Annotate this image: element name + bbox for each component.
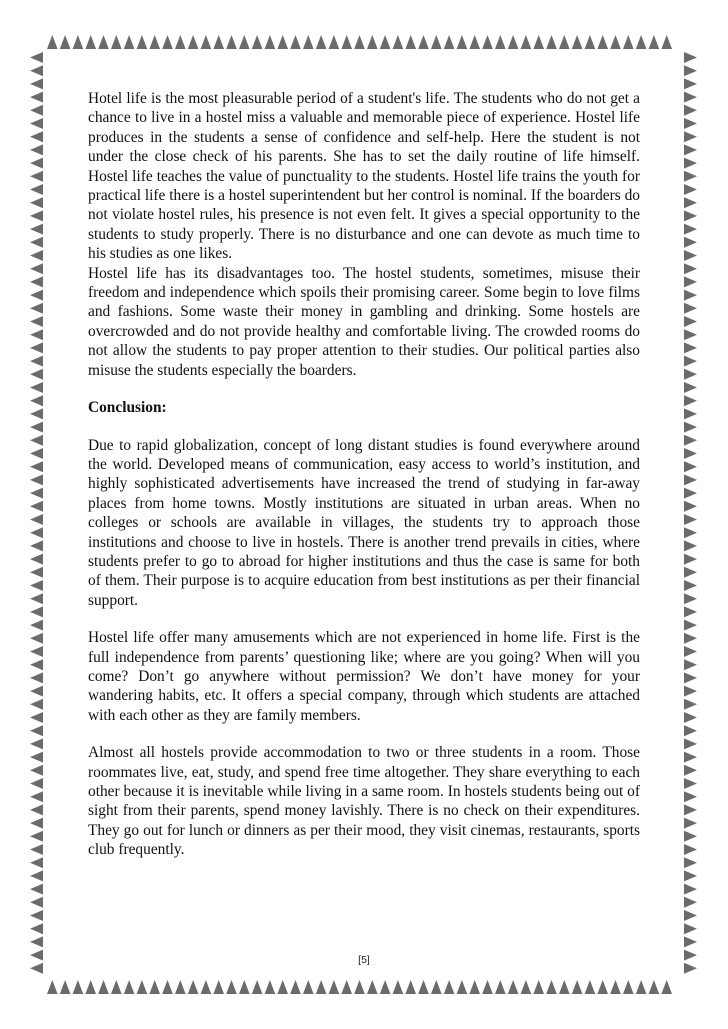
border-triangle	[597, 35, 608, 49]
border-triangle	[303, 35, 314, 49]
border-triangle	[684, 765, 697, 776]
border-triangle	[137, 980, 148, 994]
border-triangle	[341, 35, 352, 49]
border-triangle	[684, 250, 697, 261]
border-triangle	[418, 980, 429, 994]
border-triangle	[684, 184, 697, 195]
border-triangle	[684, 567, 697, 578]
border-triangle	[684, 92, 697, 103]
border-triangle	[684, 778, 697, 789]
border-triangle	[30, 422, 43, 433]
border-triangle	[213, 980, 224, 994]
border-triangle	[239, 980, 250, 994]
border-triangle	[329, 980, 340, 994]
border-triangle	[546, 980, 557, 994]
border-triangle	[684, 224, 697, 235]
border-triangle	[47, 35, 58, 49]
border-triangle	[623, 980, 634, 994]
border-triangle	[585, 35, 596, 49]
border-triangle	[213, 35, 224, 49]
border-triangle	[30, 752, 43, 763]
border-triangle	[30, 580, 43, 591]
border-triangle	[684, 554, 697, 565]
border-triangle	[572, 35, 583, 49]
border-triangle	[393, 980, 404, 994]
border-triangle	[30, 778, 43, 789]
border-triangle	[559, 35, 570, 49]
border-triangle	[30, 910, 43, 921]
border-triangle	[661, 980, 672, 994]
border-triangle	[30, 329, 43, 340]
border-triangle	[533, 980, 544, 994]
border-triangle	[684, 78, 697, 89]
border-triangle	[684, 686, 697, 697]
border-triangle	[649, 980, 660, 994]
border-triangle	[30, 250, 43, 261]
border-triangle	[30, 870, 43, 881]
border-triangle	[380, 980, 391, 994]
border-triangle	[188, 35, 199, 49]
border-triangle	[684, 210, 697, 221]
border-triangle	[201, 980, 212, 994]
border-triangle	[572, 980, 583, 994]
border-triangle	[684, 65, 697, 76]
border-triangle	[30, 804, 43, 815]
border-triangle	[30, 884, 43, 895]
border-triangle	[623, 35, 634, 49]
border-triangle	[684, 712, 697, 723]
border-triangle	[290, 980, 301, 994]
border-triangle	[30, 514, 43, 525]
border-triangle	[684, 514, 697, 525]
border-triangle	[162, 35, 173, 49]
border-triangle	[684, 474, 697, 485]
border-triangle	[684, 118, 697, 129]
border-triangle	[636, 980, 647, 994]
border-triangle	[684, 857, 697, 868]
border-triangle	[30, 540, 43, 551]
border-triangle	[175, 980, 186, 994]
border-triangle	[30, 474, 43, 485]
border-triangle	[30, 382, 43, 393]
border-triangle	[30, 171, 43, 182]
page-number: [5]	[358, 954, 370, 966]
border-triangle	[252, 35, 263, 49]
border-triangle	[30, 118, 43, 129]
border-triangle	[30, 765, 43, 776]
border-triangle	[684, 131, 697, 142]
border-triangle	[30, 606, 43, 617]
border-triangle	[124, 980, 135, 994]
left-border-triangles	[30, 52, 43, 974]
border-triangle	[684, 237, 697, 248]
border-triangle	[636, 35, 647, 49]
border-triangle	[98, 35, 109, 49]
border-triangle	[684, 276, 697, 287]
border-triangle	[482, 35, 493, 49]
border-triangle	[30, 224, 43, 235]
border-triangle	[367, 35, 378, 49]
border-triangle	[684, 593, 697, 604]
border-triangle	[546, 35, 557, 49]
border-triangle	[290, 35, 301, 49]
border-triangle	[684, 144, 697, 155]
border-triangle	[316, 35, 327, 49]
border-triangle	[684, 105, 697, 116]
border-triangle	[30, 263, 43, 274]
border-triangle	[30, 395, 43, 406]
border-triangle	[98, 980, 109, 994]
border-triangle	[303, 980, 314, 994]
border-triangle	[30, 78, 43, 89]
border-triangle	[111, 35, 122, 49]
border-triangle	[329, 35, 340, 49]
border-triangle	[60, 980, 71, 994]
border-triangle	[684, 659, 697, 670]
border-triangle	[30, 237, 43, 248]
border-triangle	[684, 672, 697, 683]
top-border-triangles	[47, 35, 672, 49]
border-triangle	[661, 35, 672, 49]
border-triangle	[380, 35, 391, 49]
border-triangle	[354, 980, 365, 994]
border-triangle	[30, 92, 43, 103]
border-triangle	[30, 342, 43, 353]
border-triangle	[137, 35, 148, 49]
border-triangle	[30, 276, 43, 287]
border-triangle	[684, 725, 697, 736]
border-triangle	[684, 844, 697, 855]
border-triangle	[30, 857, 43, 868]
border-triangle	[684, 342, 697, 353]
border-triangle	[73, 35, 84, 49]
border-triangle	[30, 554, 43, 565]
border-triangle	[30, 131, 43, 142]
border-triangle	[30, 303, 43, 314]
border-triangle	[418, 35, 429, 49]
border-triangle	[684, 329, 697, 340]
border-triangle	[30, 144, 43, 155]
border-triangle	[277, 35, 288, 49]
border-triangle	[684, 540, 697, 551]
border-triangle	[684, 646, 697, 657]
border-triangle	[30, 290, 43, 301]
border-triangle	[30, 672, 43, 683]
right-border-triangles	[684, 52, 697, 974]
border-triangle	[30, 567, 43, 578]
conclusion-paragraph-3: Almost all hostels provide accommodation to two or three students in a room. Those roommates live, eat, study, and spend free time altogether. They share everything to each other because it is inevitable while living in a same room. In hostels students being out of sight from their parents, spend money lavishly. There is no check on their expenditures. They go out for lunch or dinners as per their mood, they visit cinemas, restaurants, sports club frequently.	[88, 744, 640, 859]
border-triangle	[30, 356, 43, 367]
border-triangle	[30, 699, 43, 710]
border-triangle	[684, 501, 697, 512]
border-triangle	[30, 105, 43, 116]
border-triangle	[495, 35, 506, 49]
border-triangle	[684, 422, 697, 433]
border-triangle	[610, 980, 621, 994]
border-triangle	[684, 923, 697, 934]
border-triangle	[149, 980, 160, 994]
border-triangle	[47, 980, 58, 994]
border-triangle	[649, 35, 660, 49]
intro-paragraph-1: Hotel life is the most pleasurable period of a student's life. The students who do not get a chance to live in a hostel miss a valuable and memorable piece of experience. Hostel life produces in the students a sense of confidence and self-help. Here the student is not under the close check of his parents. She has to set the daily routine of life himself. Hostel life teaches the value of punctuality to the students. Hostel life trains the youth for practical life there is a hostel superintendent but her control is nominal. If the boarders do not violate hostel rules, his presence is not even felt. It gives a special opportunity to the students to study properly. There is no disturbance and one can devote as much time to his studies as one likes.	[88, 90, 640, 263]
border-triangle	[684, 303, 697, 314]
border-triangle	[684, 395, 697, 406]
border-triangle	[684, 356, 697, 367]
border-triangle	[265, 35, 276, 49]
border-triangle	[684, 580, 697, 591]
border-triangle	[684, 488, 697, 499]
border-triangle	[610, 35, 621, 49]
border-triangle	[684, 527, 697, 538]
border-triangle	[684, 408, 697, 419]
border-triangle	[495, 980, 506, 994]
conclusion-paragraph-1: Due to rapid globalization, concept of long distant studies is found everywhere around the world. Developed means of communication, easy access to world’s institution, and highly sophisticated advertisements have increased the trend of studying in far-away places from home towns. Mostly institutions are situated in urban areas. When no colleges or schools are available in villages, the students try to approach those institutions and choose to live in hostels. There is another trend prevails in cities, where students prefer to go to abroad for higher institutions and thus the case is same for both of them. Their purpose is to acquire education from best institutions as per their financial support.	[88, 436, 640, 609]
border-triangle	[124, 35, 135, 49]
border-triangle	[341, 980, 352, 994]
border-triangle	[316, 980, 327, 994]
border-triangle	[73, 980, 84, 994]
border-triangle	[405, 35, 416, 49]
border-triangle	[684, 448, 697, 459]
border-triangle	[265, 980, 276, 994]
border-triangle	[684, 884, 697, 895]
border-triangle	[30, 659, 43, 670]
border-triangle	[30, 844, 43, 855]
border-triangle	[457, 35, 468, 49]
border-triangle	[30, 65, 43, 76]
border-triangle	[30, 646, 43, 657]
document-body	[88, 89, 640, 860]
border-triangle	[111, 980, 122, 994]
bottom-border-triangles	[47, 980, 672, 994]
conclusion-heading: Conclusion:	[88, 399, 167, 417]
intro-paragraph-2: Hostel life has its disadvantages too. The hostel students, sometimes, misuse their freedom and independence which spoils their promising career. Some begin to love films and fashions. Some waste their money in gambling and drinking. Some hostels are overcrowded and do not provide healthy and comfortable living. The crowded rooms do not allow the students to pay proper attention to their studies. Our political parties also misuse the students especially the boarders.	[88, 264, 640, 379]
border-triangle	[684, 804, 697, 815]
border-triangle	[30, 210, 43, 221]
border-triangle	[30, 316, 43, 327]
border-triangle	[521, 980, 532, 994]
border-triangle	[405, 980, 416, 994]
border-triangle	[30, 712, 43, 723]
border-triangle	[226, 35, 237, 49]
border-triangle	[684, 936, 697, 947]
border-triangle	[30, 184, 43, 195]
border-triangle	[277, 980, 288, 994]
border-triangle	[367, 980, 378, 994]
border-triangle	[508, 980, 519, 994]
border-triangle	[508, 35, 519, 49]
border-triangle	[684, 52, 697, 63]
border-triangle	[597, 980, 608, 994]
border-triangle	[684, 290, 697, 301]
border-triangle	[684, 158, 697, 169]
border-triangle	[239, 35, 250, 49]
border-triangle	[684, 435, 697, 446]
conclusion-paragraph-2: Hostel life offer many amusements which are not experienced in home life. First is the full independence from parents’ questioning like; where are you going? When will you come? Don’t go anywhere without permission? We don’t have money for your wandering habits, etc. It offers a special company, through which students are attached with each other as they are family members.	[88, 629, 640, 724]
border-triangle	[684, 606, 697, 617]
border-triangle	[226, 980, 237, 994]
border-triangle	[30, 52, 43, 63]
border-triangle	[30, 620, 43, 631]
border-triangle	[684, 263, 697, 274]
border-triangle	[30, 686, 43, 697]
border-triangle	[559, 980, 570, 994]
border-triangle	[252, 980, 263, 994]
border-triangle	[30, 408, 43, 419]
border-triangle	[201, 35, 212, 49]
border-triangle	[684, 897, 697, 908]
border-triangle	[30, 501, 43, 512]
border-triangle	[684, 699, 697, 710]
border-triangle	[30, 461, 43, 472]
border-triangle	[30, 527, 43, 538]
border-triangle	[585, 980, 596, 994]
border-triangle	[684, 171, 697, 182]
border-triangle	[30, 923, 43, 934]
border-triangle	[30, 831, 43, 842]
border-triangle	[684, 738, 697, 749]
border-triangle	[684, 316, 697, 327]
border-triangle	[684, 791, 697, 802]
border-triangle	[85, 980, 96, 994]
border-triangle	[149, 35, 160, 49]
border-triangle	[684, 461, 697, 472]
border-triangle	[30, 818, 43, 829]
border-triangle	[684, 818, 697, 829]
border-triangle	[30, 725, 43, 736]
border-triangle	[60, 35, 71, 49]
border-triangle	[469, 35, 480, 49]
border-triangle	[521, 35, 532, 49]
border-triangle	[482, 980, 493, 994]
border-triangle	[30, 897, 43, 908]
border-triangle	[431, 35, 442, 49]
border-triangle	[30, 936, 43, 947]
border-triangle	[684, 369, 697, 380]
border-triangle	[444, 35, 455, 49]
border-triangle	[431, 980, 442, 994]
border-triangle	[444, 980, 455, 994]
border-triangle	[175, 35, 186, 49]
border-triangle	[684, 870, 697, 881]
border-triangle	[469, 980, 480, 994]
border-triangle	[30, 369, 43, 380]
border-triangle	[457, 980, 468, 994]
border-triangle	[30, 488, 43, 499]
border-triangle	[30, 197, 43, 208]
border-triangle	[30, 593, 43, 604]
border-triangle	[684, 197, 697, 208]
border-triangle	[162, 980, 173, 994]
border-triangle	[30, 791, 43, 802]
border-triangle	[188, 980, 199, 994]
border-triangle	[684, 382, 697, 393]
border-triangle	[30, 158, 43, 169]
border-triangle	[85, 35, 96, 49]
border-triangle	[684, 633, 697, 644]
border-triangle	[393, 35, 404, 49]
border-triangle	[354, 35, 365, 49]
border-triangle	[533, 35, 544, 49]
border-triangle	[684, 620, 697, 631]
border-triangle	[30, 435, 43, 446]
border-triangle	[30, 448, 43, 459]
border-triangle	[30, 633, 43, 644]
border-triangle	[684, 910, 697, 921]
border-triangle	[684, 752, 697, 763]
border-triangle	[30, 738, 43, 749]
border-triangle	[684, 831, 697, 842]
